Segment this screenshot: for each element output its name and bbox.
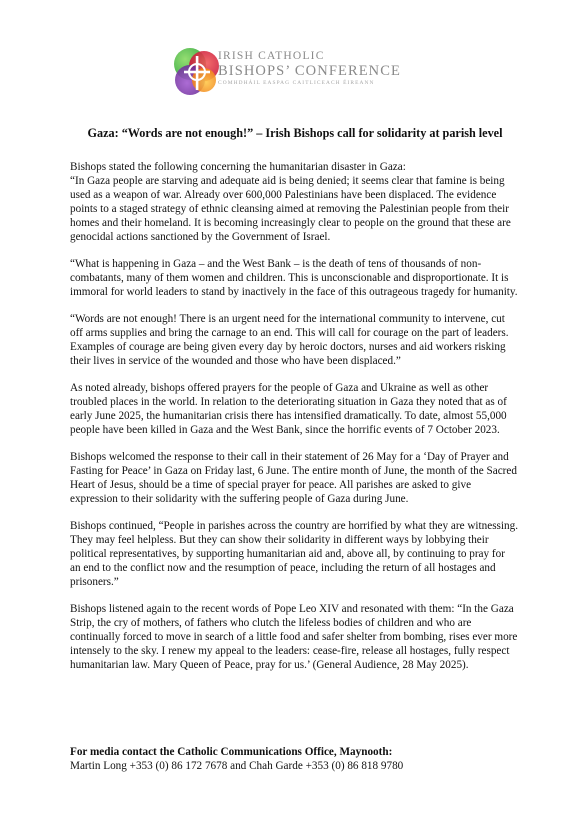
conference-logo: [166, 40, 426, 110]
logo-line-irish-catholic: IRISH CATHOLIC: [218, 50, 325, 62]
body-paragraph-5: Bishops welcomed the response to their call in their statement of 26 May for a ‘Day of Prayer and Fasting for Peace’ in Gaza on Friday last, 6 June. The entire month of June, the month of the Sacred Heart of Jesus, should be a time of special prayer for peace. All parishes are asked to give expression to their solidarity with the suffering people of Gaza during June.: [70, 451, 517, 505]
body-paragraph-4: As noted already, bishops offered prayers for the people of Gaza and Ukraine as well as other troubled places in the world. In relation to the deteriorating situation in Gaza they noted that as of early June 2025, the humanitarian crisis there has intensified dramatically. To date, almost 55,000 people have been killed in Gaza and the West Bank, since the horrific events of 7 October 2023.: [70, 382, 507, 436]
media-contact-heading: For media contact the Catholic Communications Office, Maynooth:: [70, 746, 393, 758]
media-contact-details: Martin Long +353 (0) 86 172 7678 and Chah Garde +353 (0) 86 818 9780: [70, 760, 404, 772]
paragraph-text: “In Gaza people are starving and adequate aid is being denied; it seems clear that famine is being used as a weapon of war. Already over 600,000 Palestinians have been displaced. The evidence points to a staged strategy of ethnic cleansing aimed at removing the Palestinian people from their homes and their homeland. It is becoming increasingly clear to people on the ground that these are genocidal actions sanctioned by the Government of Israel.: [70, 175, 511, 243]
body-paragraph-2: “What is happening in Gaza – and the West Bank – is the death of tens of thousands of non-combatants, many of them women and children. This is unconscionable and disproportionate. It is immoral for world leaders to stand by inactively in the face of this outrageous tragedy for humanity.: [70, 258, 518, 298]
statement-headline: Gaza: “Words are not enough!” – Irish Bishops call for solidarity at parish level: [87, 126, 503, 140]
statement-body: [70, 160, 518, 685]
media-contact: [70, 745, 518, 773]
logo-wordmark: [218, 50, 428, 88]
body-paragraph-3: “Words are not enough! There is an urgent need for the international community to intervene, cut off arms supplies and bring the carnage to an end. This will call for courage on the part of leaders. Examples of courage are being given every day by heroic doctors, nurses and aid workers risking their lives in service of the wounded and those who have been displaced.”: [70, 313, 509, 367]
body-paragraph-6: Bishops continued, “People in parishes across the country are horrified by what they are witnessing. They may feel helpless. But they can show their solidarity in different ways by lobbying their political representatives, by supporting humanitarian aid and, above all, by continuing to pray for an end to the conflict now and the resumption of peace, including the return of all hostages and prisoners.”: [70, 520, 519, 588]
body-paragraph-7: Bishops listened again to the recent words of Pope Leo XIV and resonated with them: “In the Gaza Strip, the cry of mothers, of fathers who clutch the lifeless bodies of children and who are continually forced to move in search of a little food and safer shelter from bombing, rises ever more intensely to the sky. I renew my appeal to the leaders: cease-fire, release all hostages, fully respect humanitarian law. Mary Queen of Peace, pray for us.’ (General Audience, 28 May 2025).: [70, 603, 518, 671]
paragraph-intro: Bishops stated the following concerning the humanitarian disaster in Gaza:: [70, 161, 406, 173]
logo-line-bishops-conference: BISHOPS’ CONFERENCE: [218, 63, 401, 79]
logo-line-irish-language: COMHDHÁIL EASPAG CAITLICEACH ÉIREANN: [218, 80, 375, 86]
body-paragraph-1: [70, 160, 518, 244]
